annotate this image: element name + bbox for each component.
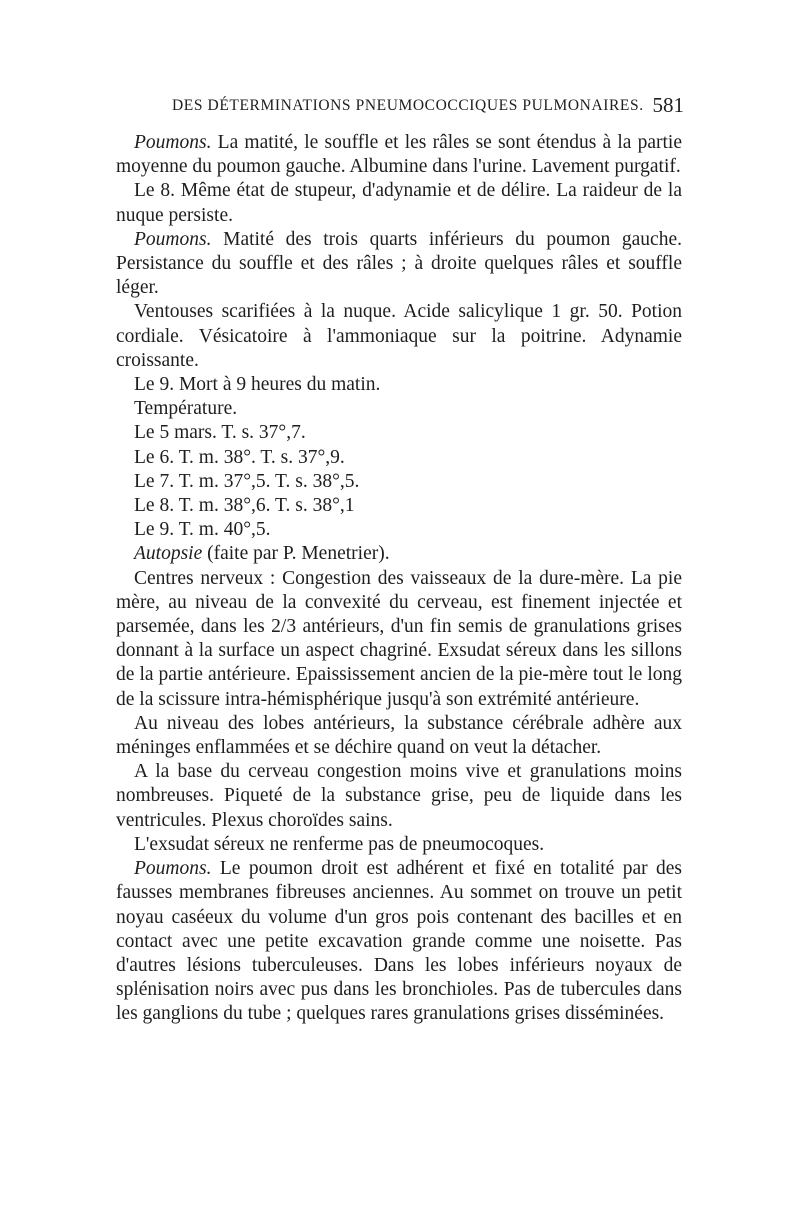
temperature-line xyxy=(116,446,682,470)
paragraph-lobes-anterieurs xyxy=(116,712,682,760)
paragraph-lead: Autopsie xyxy=(134,543,203,565)
paragraph-centres-nerveux xyxy=(116,567,682,712)
page-number: 581 xyxy=(652,93,684,117)
paragraph-lead: Poumons. xyxy=(134,228,212,250)
running-title: DES DÉTERMINATIONS PNEUMOCOCCIQUES PULMONAIRES. xyxy=(172,97,644,114)
paragraph-exsudat xyxy=(116,833,682,857)
temperature-line xyxy=(116,518,682,542)
paragraph-text: Le 6. T. m. 38°. T. s. 37°,9. xyxy=(134,446,345,468)
paragraph-le-9 xyxy=(116,373,682,397)
paragraph-text: Le 8. T. m. 38°,6. T. s. 38°,1 xyxy=(134,495,355,517)
temperature-line xyxy=(116,470,682,494)
paragraph-text: A la base du cerveau congestion moins vive et granulations moins nombreuses. Piqueté de la substance grise, peu de liquide dans les ventricules. Plexus choroïdes sains. xyxy=(116,761,682,831)
paragraph-text: Le 9. T. m. 40°,5. xyxy=(134,519,271,541)
paragraph-text: Centres nerveux : Congestion des vaisseaux de la dure-mère. La pie mère, au niveau de la convexité du cerveau, est finement injectée et parsemée, dans les 2/3 antérieurs, d'un fin semis de granulations grises donnant à la surface un aspect chagriné. Exsudat séreux dans les sillons de la partie antérieure. Epaississement ancien de la pie-mère tout le long de la scissure intra-hémisphérique jusqu'à son extrémité antérieure. xyxy=(116,567,682,710)
paragraph-le-8 xyxy=(116,179,682,227)
paragraph-ventouses xyxy=(116,300,682,373)
paragraph-poumons-3 xyxy=(116,857,682,1026)
paragraph-poumons-2 xyxy=(116,228,682,301)
paragraph-text: (faite par P. Menetrier). xyxy=(202,543,390,565)
paragraph-text: Le poumon droit est adhérent et fixé en totalité par des fausses membranes fibreuses anciennes. Au sommet on trouve un petit noyau caséeux du volume d'un gros pois contenant des bacilles et en contact avec une petite excavation grande comme une noisette. Pas d'autres lésions tuberculeuses. Dans les lobes inférieurs noyaux de splénisation noirs avec pus dans les bronchioles. Pas de tubercules dans les ganglions du tube ; quelques rares granulations grises disséminées. xyxy=(116,858,682,1025)
paragraph-text: Matité des trois quarts inférieurs du poumon gauche. Persistance du souffle et des râles ; à droite quelques râles et souffle léger. xyxy=(116,228,682,299)
paragraph-text: Le 8. Même état de stupeur, d'adynamie et de délire. La raideur de la nuque persiste. xyxy=(116,180,682,226)
paragraph-lead: Poumons. xyxy=(134,132,212,153)
paragraph-autopsie xyxy=(116,542,682,566)
paragraph-lead: Poumons. xyxy=(134,858,212,880)
page-body xyxy=(116,131,682,1027)
paragraph-text: L'exsudat séreux ne renferme pas de pneumocoques. xyxy=(134,833,545,855)
paragraph-poumons-1 xyxy=(116,131,682,179)
paragraph-text: Le 5 mars. T. s. 37°,7. xyxy=(134,422,306,444)
paragraph-text: Ventouses scarifiées à la nuque. Acide salicylique 1 gr. 50. Potion cordiale. Vésicatoire à l'ammoniaque sur la poitrine. Adynamie croissante. xyxy=(116,301,682,371)
temperature-heading xyxy=(116,397,682,421)
temperature-line xyxy=(116,494,682,518)
paragraph-text: La matité, le souffle et les râles se sont étendus à la partie moyenne du poumon gauche. Albumine dans l'urine. Lavement purgatif. xyxy=(116,132,682,178)
paragraph-text: Le 7. T. m. 37°,5. T. s. 38°,5. xyxy=(134,470,360,492)
paragraph-base-cerveau xyxy=(116,760,682,833)
paragraph-text: Température. xyxy=(134,398,238,420)
paragraph-text: Le 9. Mort à 9 heures du matin. xyxy=(134,374,381,396)
temperature-line xyxy=(116,421,682,445)
paragraph-text: Au niveau des lobes antérieurs, la substance cérébrale adhère aux méninges enflammées et se déchire quand on veut la détacher. xyxy=(116,712,682,759)
